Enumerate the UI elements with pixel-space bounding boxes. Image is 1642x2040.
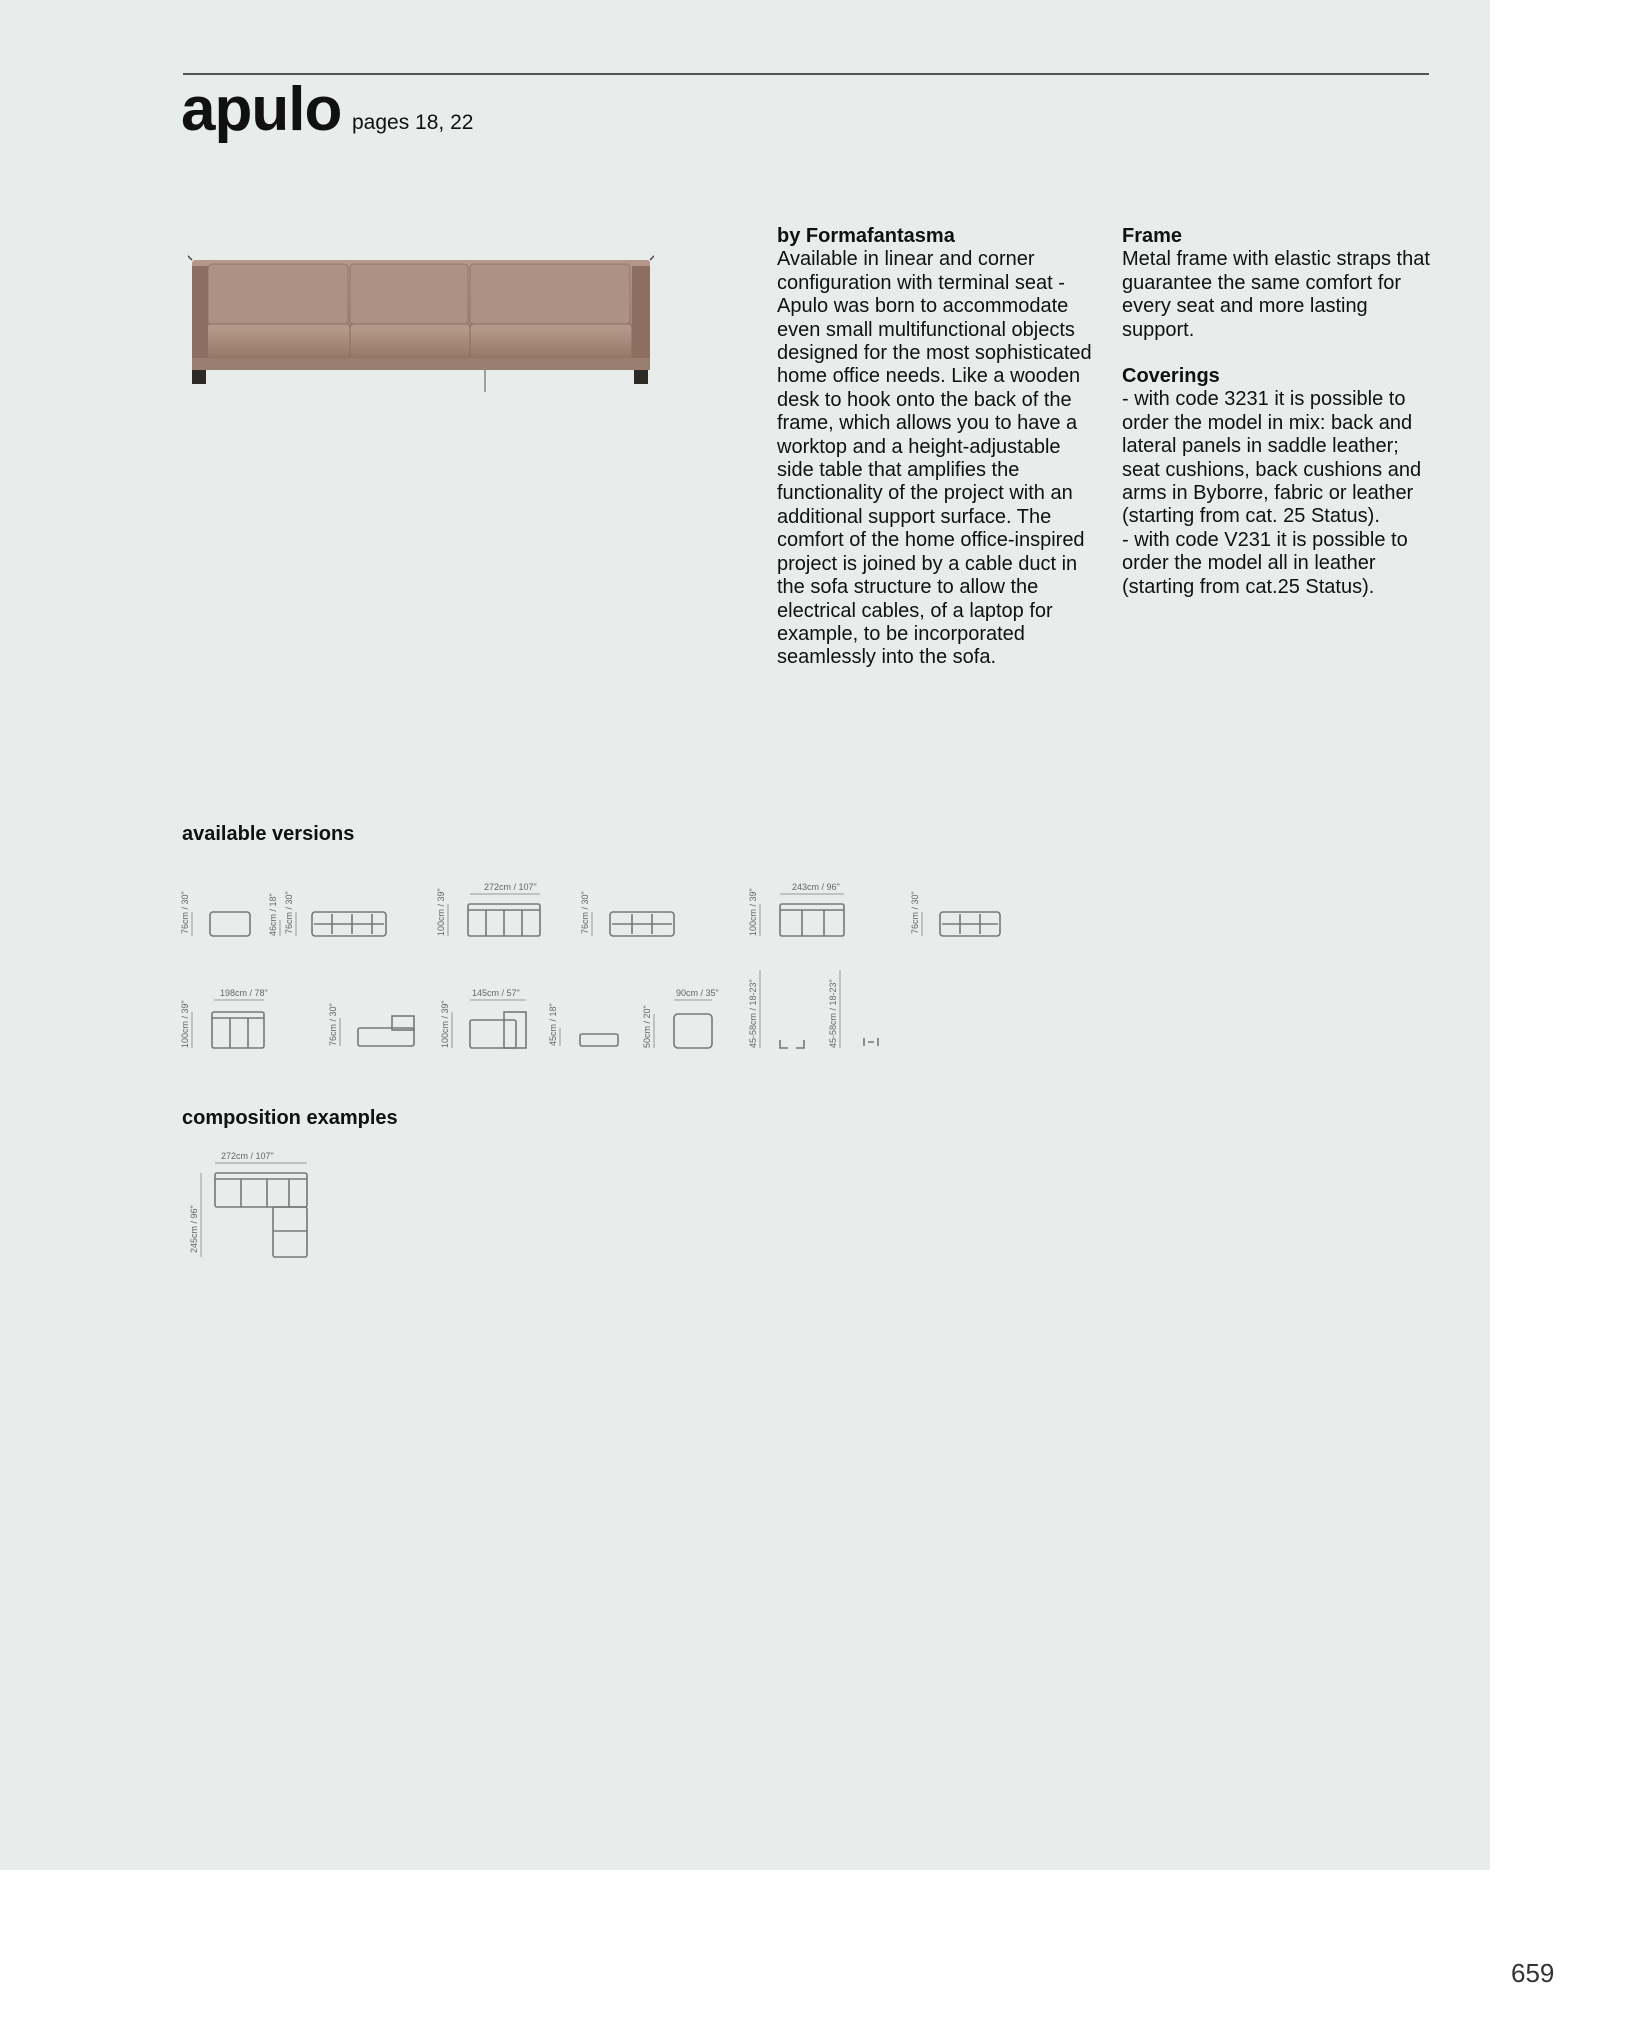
designer-credit: by Formafantasma [777,225,955,247]
coverings-heading: Coverings [1122,365,1220,388]
coverings-item-2: - with code V231 it is possible to order the model all in leather (starting from cat.25 Status). [1122,528,1408,598]
dim-w198: 198cm / 78" [220,988,268,998]
dim-w145: 145cm / 57" [472,988,520,998]
specs-column [1122,225,1442,599]
dim-w272: 272cm / 107" [484,882,537,892]
product-title: apulo [181,75,342,144]
comp-depth-dim: 245cm / 96" [189,1205,199,1253]
dim-h45-58-b: 45-58cm / 18-23" [828,979,838,1048]
dim-h100-d: 100cm / 39" [440,1000,450,1048]
dim-h100-b: 100cm / 39" [748,888,758,936]
comp-width-dim: 272cm / 107" [221,1151,274,1161]
available-versions-label: available versions [182,823,355,845]
composition-examples-label: composition examples [182,1107,398,1129]
dim-h46: 46cm / 18" [268,893,278,936]
dim-h100-c: 100cm / 39" [180,1000,190,1048]
versions-drawings [180,870,1040,1070]
dim-h50: 50cm / 20" [642,1005,652,1048]
dim-h45-58-a: 45-58cm / 18-23" [748,979,758,1048]
dim-w243: 243cm / 96" [792,882,840,892]
dim-h76-b: 76cm / 30" [284,891,294,934]
sofa-image [188,252,654,392]
composition-drawing [185,1145,325,1275]
dim-w90: 90cm / 35" [676,988,719,998]
frame-text: Metal frame with elastic straps that guarantee the same comfort for every seat and more lasting support. [1122,248,1430,341]
coverings-item-1: - with code 3231 it is possible to order the model in mix: back and lateral panels in saddle leather; seat cushions, back cushions and arms in Byborre, fabric or leather (starting from cat. 25 Status). [1122,388,1422,528]
dim-h76-d: 76cm / 30" [910,891,920,934]
dim-h45: 45cm / 18" [548,1003,558,1046]
dim-h100-a: 100cm / 39" [436,888,446,936]
dim-h76-a: 76cm / 30" [180,891,190,934]
pages-reference: pages 18, 22 [352,111,474,134]
dim-h76-c: 76cm / 30" [580,891,590,934]
header-rule [183,73,1429,75]
description-column [777,225,1097,670]
description-text: Available in linear and corner configuration with terminal seat - Apulo was born to accommodate even small multifunctional objects designed for the most sophisticated home office needs. Like a wooden desk to hook onto the back of the frame, which allows you to have a worktop and a height-adjustable side table that amplifies the functionality of the project with an additional support surface. The comfort of the home office-inspired project is joined by a cable duct in the sofa structure to allow the electrical cables, of a laptop for example, to be incorporated seamlessly into the sofa. [777,248,1092,669]
dim-h76-e: 76cm / 30" [328,1003,338,1046]
frame-heading: Frame [1122,225,1183,247]
page-number: 659 [1511,1958,1555,1988]
